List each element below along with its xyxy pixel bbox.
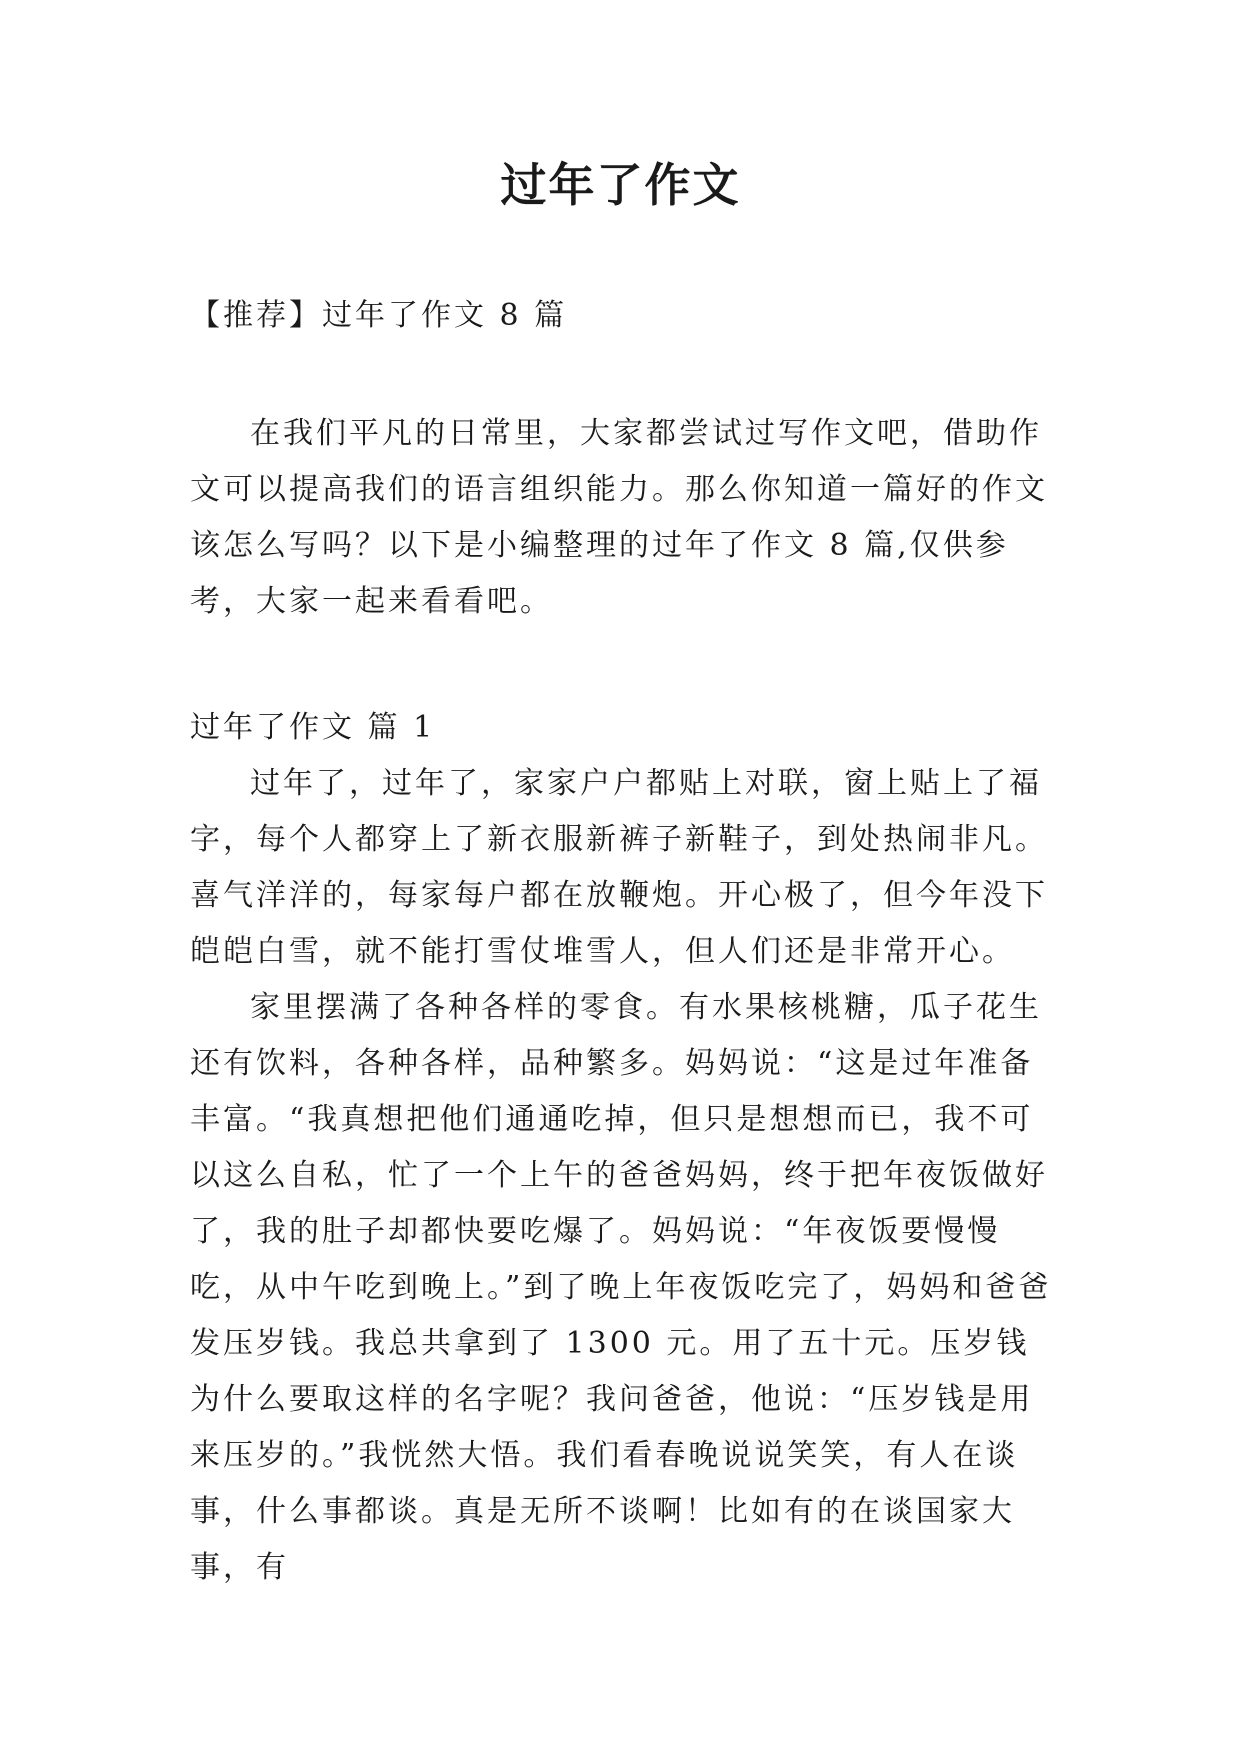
- intro-section: [190, 406, 1060, 630]
- article-paragraph: 过年了，过年了，家家户户都贴上对联，窗上贴上了福字，每个人都穿上了新衣服新裤子新鞋子，到处热闹非凡。喜气洋洋的，每家每户都在放鞭炮。开心极了，但今年没下皑皑白雪，就不能打雪仗堆雪人，但人们还是非常开心。: [190, 766, 1048, 969]
- article-heading: 过年了作文 篇 1: [190, 710, 436, 745]
- intro-paragraph: 在我们平凡的日常里，大家都尝试过写作文吧，借助作文可以提高我们的语言组织能力。那么你知道一篇好的作文该怎么写吗？以下是小编整理的过年了作文 8 篇,仅供参考，大家一起来看看吧。: [190, 416, 1048, 619]
- document-title: 过年了作文: [500, 158, 741, 212]
- document-subtitle: 【推荐】过年了作文 8 篇: [190, 298, 568, 333]
- article-section: [190, 700, 1060, 1596]
- article-paragraph: 家里摆满了各种各样的零食。有水果核桃糖，瓜子花生还有饮料，各种各样，品种繁多。妈妈说：“这是过年准备丰富。“我真想把他们通通吃掉，但只是想想而已，我不可以这么自私，忙了一个上午的爸爸妈妈，终于把年夜饭做好了，我的肚子却都快要吃爆了。妈妈说：“年夜饭要慢慢吃，从中午吃到晚上。”到了晚上年夜饭吃完了，妈妈和爸爸发压岁钱。我总共拿到了 1300 元。用了五十元。压岁钱为什么要取这样的名字呢？我问爸爸，他说：“压岁钱是用来压岁的。”我恍然大悟。我们看春晚说说笑笑，有人在谈事，什么事都谈。真是无所不谈啊！比如有的在谈国家大事，有: [190, 990, 1052, 1585]
